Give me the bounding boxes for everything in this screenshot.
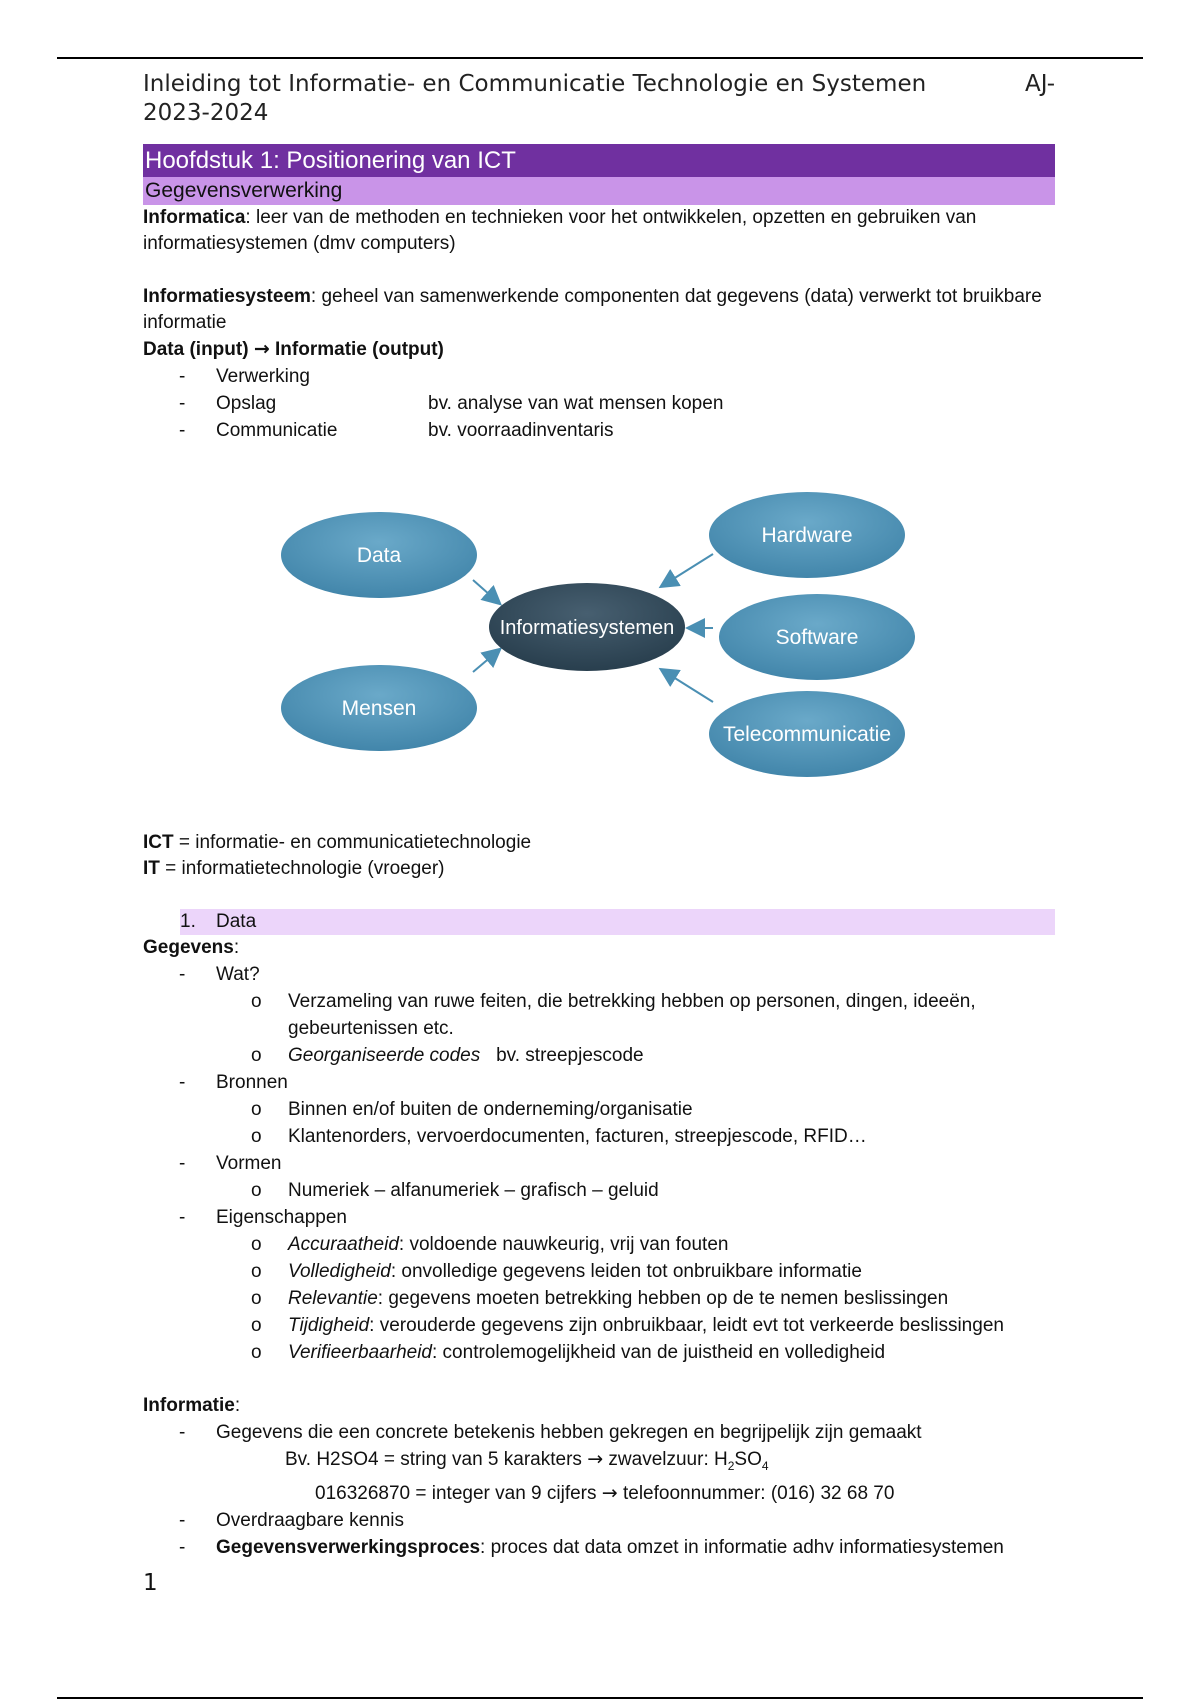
list-item: o Volledigheid: onvolledige gegevens leiden tot onbruikbare informatie bbox=[251, 1261, 862, 1282]
page-number: 1 bbox=[143, 1570, 158, 1596]
header-title: Inleiding tot Informatie- en Communicatie Technologie en Systemen bbox=[143, 71, 927, 97]
diagram-node-mensen bbox=[281, 665, 477, 751]
list-item: - Wat? o Verzameling van ruwe feiten, die betrekking hebben op personen, dingen, ideeën, gebeurtenissen etc. o Georganiseerde codes bv. streepjescode bbox=[143, 961, 1055, 1069]
list-item: - Verwerking bbox=[143, 363, 1055, 390]
diagram-svg bbox=[143, 458, 1055, 820]
list-item: - Vormen o Numeriek – alfanumeriek – grafisch – geluid bbox=[143, 1150, 1055, 1204]
list-item: - Eigenschappen o Accuraatheid: voldoende nauwkeurig, vrij van fouten o Volledigheid: onvolledige gegevens leiden tot onbruikbare informatie o Relevantie: gegevens moeten betrekking hebben op de te nemen beslissingen o Tijdigheid: verouderde gegevens zijn onbruikbaar, leidt evt tot verkeerde beslissingen o Verifieerbaarheid: controlemogelijkheid van de juistheid en volledigheid bbox=[143, 1204, 1055, 1366]
list-item: o Tijdigheid: verouderde gegevens zijn onbruikbaar, leidt evt tot verkeerde beslissingen bbox=[251, 1315, 1004, 1336]
header-rule bbox=[57, 57, 1143, 59]
list-item: o Georganiseerde codes bv. streepjescode bbox=[251, 1045, 644, 1066]
informatie-example-1: Bv. H2SO4 = string van 5 karakters → zwavelzuur: $H_2SO_4$ bbox=[285, 1448, 769, 1473]
svg-text:Software: Software bbox=[775, 626, 859, 649]
arrow-icon: → bbox=[253, 338, 270, 360]
informatiesysteem-definition: Informatiesysteem: geheel van samenwerkende componenten dat gegevens (data) verwerkt tot bruikbare informatie bbox=[143, 286, 1042, 333]
arrow-icon: → bbox=[587, 1448, 604, 1470]
informatica-term: Informatica bbox=[143, 207, 246, 228]
subsection-heading: 1. Data bbox=[180, 909, 1055, 935]
chapter-heading: Hoofdstuk 1: Positionering van ICT bbox=[143, 144, 1055, 177]
diagram-node-data bbox=[281, 512, 477, 598]
svg-text:Mensen: Mensen bbox=[341, 697, 417, 720]
diagram-node-hardware bbox=[709, 492, 905, 578]
informatie-list-2 bbox=[143, 1507, 1055, 1561]
list-item: - Gegevens die een concrete betekenis hebben gekregen en begrijpelijk zijn gemaakt bbox=[143, 1419, 1055, 1446]
list-item: o Binnen en/of buiten de onderneming/organisatie bbox=[251, 1099, 693, 1120]
informatie-list bbox=[143, 1419, 1055, 1446]
list-item: - Communicatie bv. voorraadinventaris bbox=[143, 417, 1055, 444]
footer-rule bbox=[57, 1697, 1143, 1699]
gegevens-heading: Gegevens: bbox=[143, 937, 240, 958]
information-system-diagram bbox=[143, 458, 1055, 820]
svg-text:Informatiesystemen: Informatiesystemen bbox=[499, 617, 675, 639]
informatie-example-2: 016326870 = integer van 9 cijfers → telefoonnummer: (016) 32 68 70 bbox=[315, 1481, 895, 1504]
page-header bbox=[143, 70, 1055, 128]
section-heading: Gegevensverwerking bbox=[143, 177, 1055, 205]
diagram-node-software bbox=[719, 594, 915, 680]
arrow-telecom bbox=[662, 670, 713, 702]
gegevens-list bbox=[143, 961, 1055, 1366]
list-item: - Bronnen o Binnen en/of buiten de onderneming/organisatie o Klantenorders, vervoerdocumenten, facturen, streepjescode, RFID… bbox=[143, 1069, 1055, 1150]
list-item: o Verzameling van ruwe feiten, die betrekking hebben op personen, dingen, ideeën, gebeurtenissen etc. bbox=[251, 991, 976, 1039]
list-item: - Opslag bv. analyse van wat mensen kopen bbox=[143, 390, 1055, 417]
arrow-mensen bbox=[473, 650, 499, 672]
informatiesysteem-term: Informatiesysteem bbox=[143, 286, 311, 307]
list-item: o Accuraatheid: voldoende nauwkeurig, vrij van fouten bbox=[251, 1234, 729, 1255]
list-item: o Numeriek – alfanumeriek – grafisch – geluid bbox=[251, 1180, 659, 1201]
flow-list bbox=[143, 363, 1055, 444]
diagram-center-node bbox=[489, 583, 685, 671]
abbreviation-ict: ICT = informatie- en communicatietechnologie bbox=[143, 832, 532, 853]
list-item: - Overdraagbare kennis bbox=[143, 1507, 1055, 1534]
list-item: o Klantenorders, vervoerdocumenten, facturen, streepjescode, RFID… bbox=[251, 1126, 867, 1147]
diagram-node-telecommunicatie bbox=[709, 691, 905, 777]
svg-text:Telecommunicatie: Telecommunicatie bbox=[722, 723, 892, 746]
list-item: - Gegevensverwerkingsproces: proces dat data omzet in informatie adhv informatiesystemen bbox=[143, 1534, 1055, 1561]
data-flow-line: Data (input) → Informatie (output) bbox=[143, 338, 444, 360]
abbreviation-it: IT = informatietechnologie (vroeger) bbox=[143, 858, 445, 879]
informatie-heading: Informatie: bbox=[143, 1395, 241, 1416]
header-year-prefix: AJ- bbox=[1025, 71, 1055, 97]
arrow-hardware bbox=[662, 554, 713, 586]
arrow-data bbox=[473, 580, 499, 603]
informatica-definition: Informatica: leer van de methoden en technieken voor het ontwikkelen, opzetten en gebruiken van informatiesystemen (dmv computers) bbox=[143, 207, 977, 254]
svg-text:Hardware: Hardware bbox=[761, 524, 853, 547]
document-body bbox=[143, 144, 1055, 1561]
svg-text:Data: Data bbox=[356, 544, 402, 567]
arrow-icon: → bbox=[601, 1481, 618, 1504]
list-item: o Verifieerbaarheid: controlemogelijkheid van de juistheid en volledigheid bbox=[251, 1342, 886, 1363]
list-item: o Relevantie: gegevens moeten betrekking hebben op de te nemen beslissingen bbox=[251, 1288, 949, 1309]
header-year: 2023-2024 bbox=[143, 100, 269, 126]
